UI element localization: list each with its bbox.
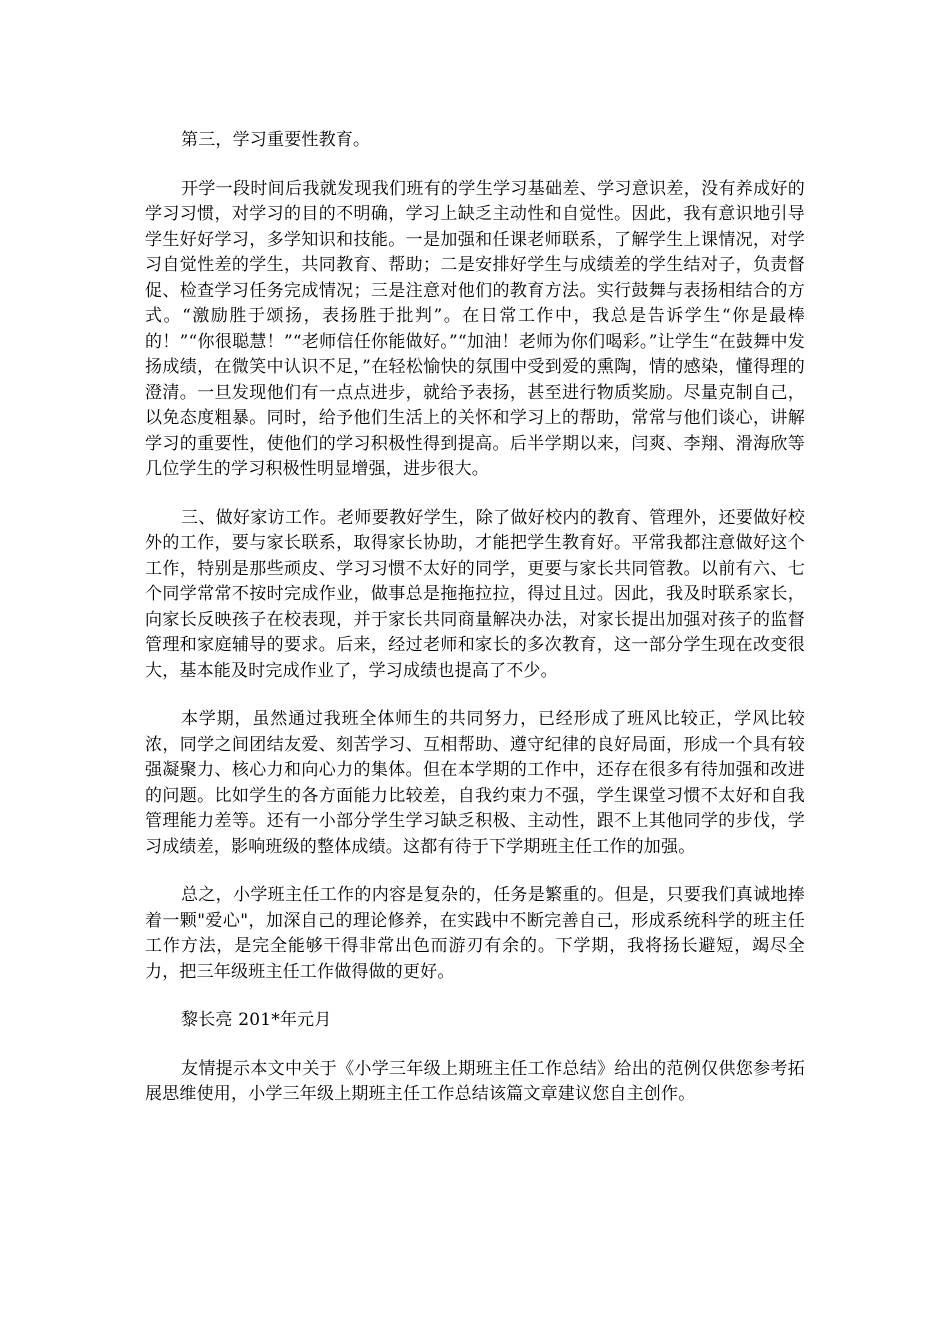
author-signature-date: 黎长亮 201*年元月 (181, 1010, 332, 1030)
section-heading: 第三，学习重要性教育。 (181, 130, 371, 150)
paragraph-home-visits: 三、做好家访工作。老师要教好学生，除了做好校内的教育、管理外，还要做好校外的工作，要与家长联系，取得家长协助，才能把学生教育好。平常我都注意做好这个工作，特别是那些顽皮、学习习惯不太好的同学，更要与家长共同管教。以前有六、七个同学常常不按时完成作业，做事总是拖拖拉拉，得过且过。因此，我及时联系家长，向家长反映孩子在校表现，并于家长共同商量解决办法，对家长提出加强对孩子的监督管理和家庭辅导的要求。后来，经过老师和家长的多次教育，这一部分学生现在改变很大，基本能及时完成作业了，学习成绩也提高了不少。 (145, 507, 805, 681)
document-page (145, 128, 805, 1131)
paragraph-semester-review: 本学期，虽然通过我班全体师生的共同努力，已经形成了班风比较正，学风比较浓，同学之间团结友爱、刻苦学习、互相帮助、遵守纪律的良好局面，形成一个具有较强凝聚力、核心力和向心力的集体。但在本学期的工作中，还存在很多有待加强和改进的问题。比如学生的各方面能力比较差，自我约束力不强，学生课堂习惯不太好和自我管理能力差等。还有一小部分学生学习缺乏积极、主动性，跟不上其他同学的步伐，学习成绩差，影响班级的整体成绩。这都有待于下学期班主任工作的加强。 (145, 709, 805, 857)
paragraph-study-importance: 开学一段时间后我就发现我们班有的学生学习基础差、学习意识差，没有养成好的学习习惯，对学习的目的不明确，学习上缺乏主动性和自觉性。因此，我有意识地引导学生好好学习，多学知识和技能。一是加强和任课老师联系，了解学生上课情况，对学习自觉性差的学生，共同教育、帮助；二是安排好学生与成绩差的学生结对子，负责督促、检查学习任务完成情况；三是注意对他们的教育方法。实行鼓舞与表扬相结合的方式。“激励胜于颂扬，表扬胜于批判”。在日常工作中，我总是告诉学生“你是最棒的！”“你很聪慧！”“老师信任你能做好。”“加油！老师为你们喝彩。”让学生“在鼓舞中发扬成绩，在微笑中认识不足，”在轻松愉快的氛围中受到爱的熏陶，情的感染，懂得理的澄清。一旦发现他们有一点点进步，就给予表扬，甚至进行物质奖励。尽量克制自己，以免态度粗暴。同时，给予他们生活上的关怀和学习上的帮助，常常与他们谈心，讲解学习的重要性，使他们的学习积极性得到提高。后半学期以来，闫爽、李翔、滑海欣等几位学生的学习积极性明显增强，进步很大。 (145, 178, 805, 479)
paragraph-conclusion: 总之，小学班主任工作的内容是复杂的，任务是繁重的。但是，只要我们真诚地捧着一颗"爱心"，加深自己的理论修养，在实践中不断完善自己，形成系统科学的班主任工作方法，是完全能够干得非常出色而游刃有余的。下学期，我将扬长避短，竭尽全力，把三年级班主任工作做得做的更好。 (145, 885, 805, 982)
friendly-tip-paragraph: 友情提示本文中关于《小学三年级上期班主任工作总结》给出的范例仅供您参考拓展思维使用，小学三年级上期班主任工作总结该篇文章建议您自主创作。 (145, 1058, 805, 1104)
